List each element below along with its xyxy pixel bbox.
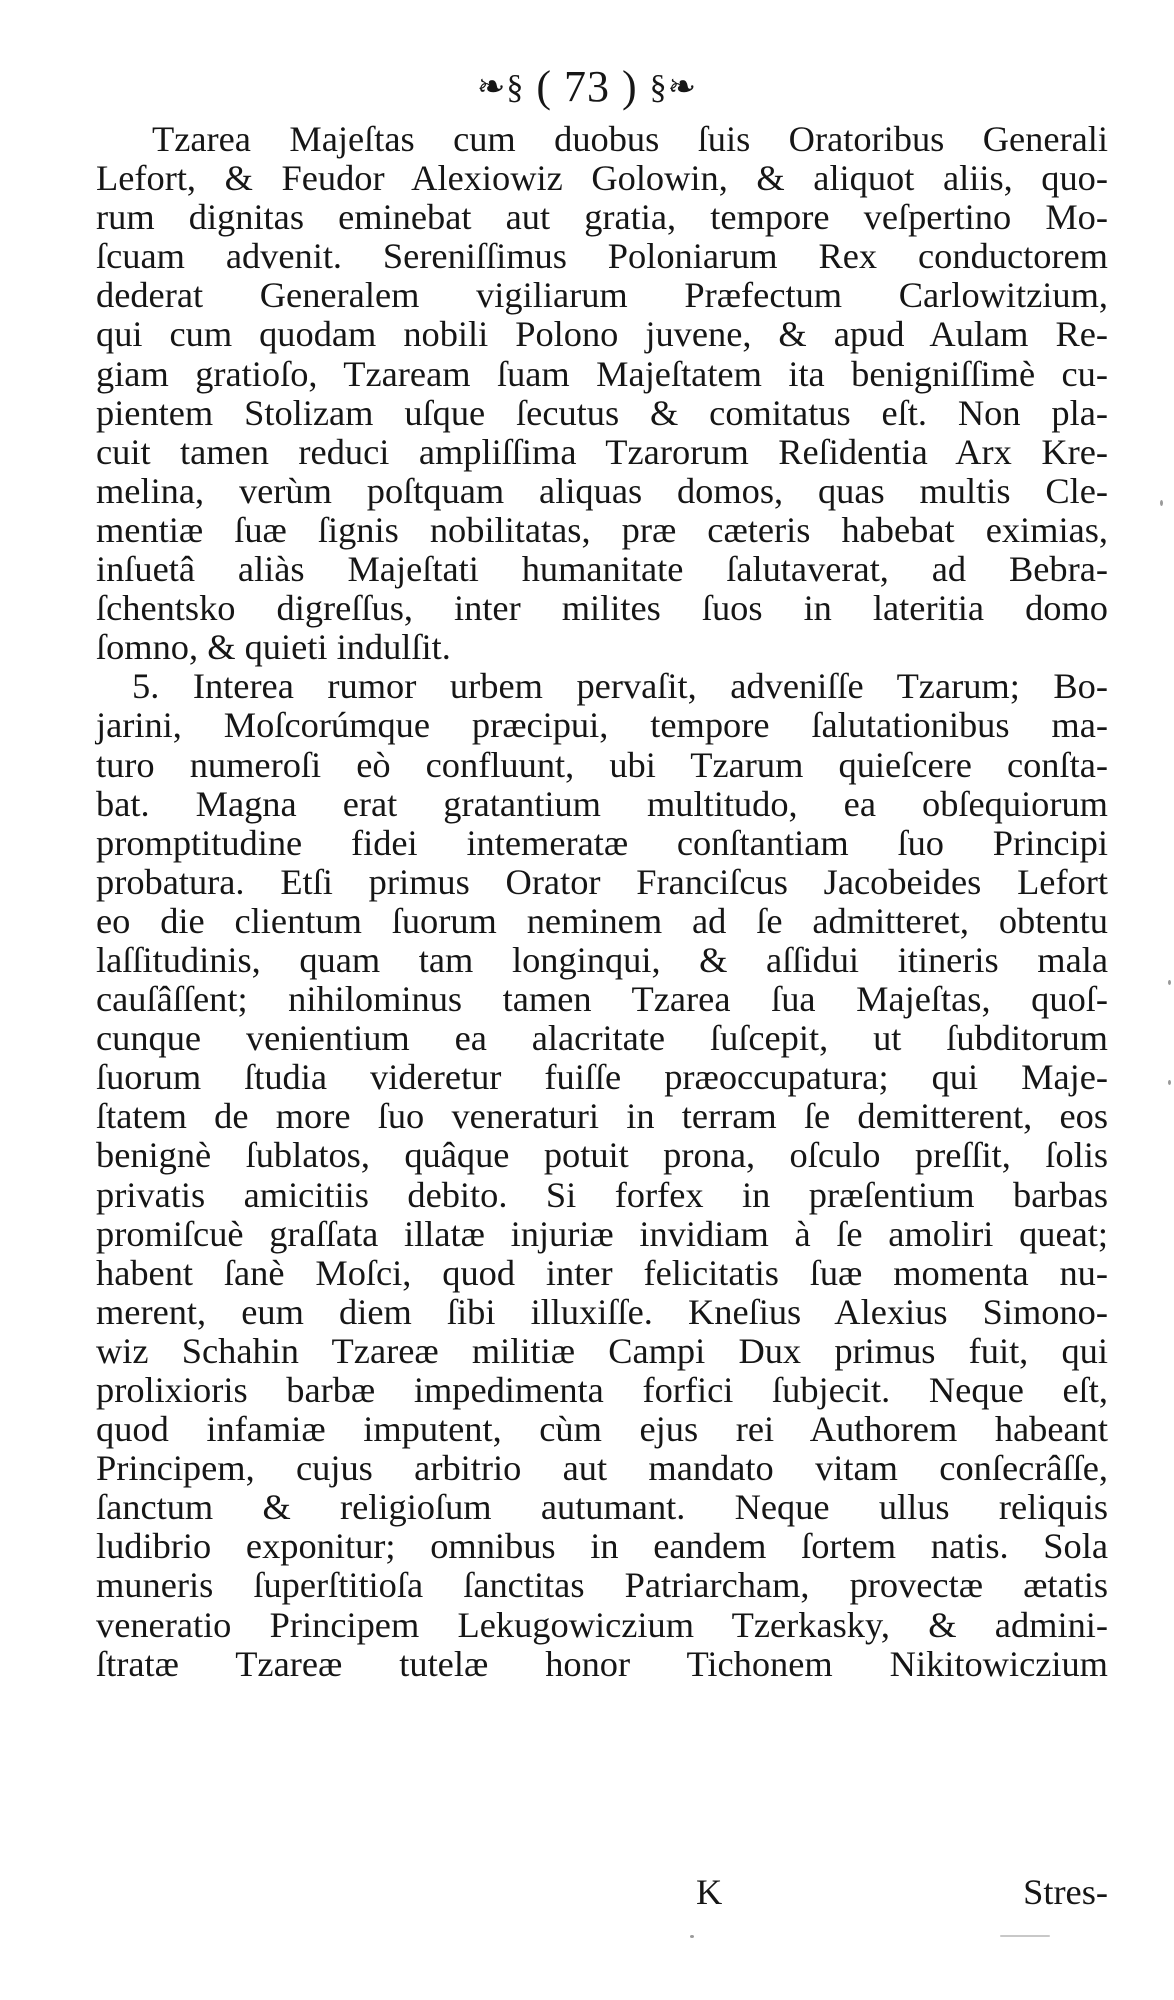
text-line: cuit tamen reduci ampliſſima Tzarorum Reſidentia Arx Kre- xyxy=(96,431,1108,472)
text-line: mentiæ ſuæ ſignis nobilitatas, præ cæteris habebat eximias, xyxy=(96,509,1108,550)
text-line: habent ſanè Moſci, quod inter felicitatis ſuæ momenta nu- xyxy=(96,1252,1108,1293)
text-line: promptitudine fidei intemeratæ conſtantiam ſuo Principi xyxy=(96,822,1108,863)
text-line: ſuorum ſtudia videretur fuiſſe præoccupatura; qui Maje- xyxy=(96,1057,1108,1098)
print-speck xyxy=(1168,1080,1171,1085)
page-footer xyxy=(96,1872,1108,1912)
text-line: prolixioris barbæ impedimenta forfici ſubjecit. Neque eſt, xyxy=(96,1370,1108,1410)
text-line: probatura. Etſi primus Orator Franciſcus Jacobeides Lefort xyxy=(96,861,1108,902)
text-line: jarini, Moſcorúmque præcipui, tempore ſalutationibus ma- xyxy=(96,705,1108,746)
text-line: quod infamiæ imputent, cùm ejus rei Authorem habeant xyxy=(96,1409,1108,1450)
text-line: bat. Magna erat gratantium multitudo, ea obſequiorum xyxy=(96,783,1108,824)
page-number: ( 73 ) xyxy=(536,62,638,111)
text-line: ſtatem de more ſuo veneraturi in terram ſe demitterent, eos xyxy=(96,1096,1108,1137)
print-speck xyxy=(1160,500,1163,506)
text-line: dederat Generalem vigiliarum Præfectum Carlowitzium, xyxy=(96,275,1108,316)
text-line: pientem Stolizam uſque ſecutus & comitatus eſt. Non pla- xyxy=(96,392,1108,433)
page-header xyxy=(0,62,1174,113)
text-line: turo numeroſi eò confluunt, ubi Tzarum quieſcere conſta- xyxy=(96,744,1108,785)
body-text xyxy=(96,120,1108,1684)
text-line: ſcuam advenit. Sereniſſimus Poloniarum Rex conductorem xyxy=(96,236,1108,277)
text-line: qui cum quodam nobili Polono juvene, & apud Aulam Re- xyxy=(96,314,1108,355)
text-line: Principem, cujus arbitrio aut mandato vitam conſecrâſſe, xyxy=(96,1448,1108,1489)
ornament-right-icon: §❧ xyxy=(649,69,698,106)
text-line: ſomno, & quieti indulſit. xyxy=(96,627,451,668)
text-line: rum dignitas eminebat aut gratia, tempore veſpertino Mo- xyxy=(96,197,1108,238)
text-line: muneris ſuperſtitioſa ſanctitas Patriarcham, provectæ ætatis xyxy=(96,1565,1108,1606)
text-line: ſanctum & religioſum autumant. Neque ullus reliquis xyxy=(96,1487,1108,1528)
text-line: laſſitudinis, quam tam longinqui, & aſſidui itineris mala xyxy=(96,939,1108,980)
text-line: 5. Interea rumor urbem pervaſit, adveniſſe Tzarum; Bo- xyxy=(132,666,1108,707)
text-line: merent, eum diem ſibi illuxiſſe. Kneſius Alexius Simono- xyxy=(96,1291,1108,1332)
text-line: promiſcuè graſſata illatæ injuriæ invidiam à ſe amoliri queat; xyxy=(96,1213,1108,1254)
text-line: cauſâſſent; nihilominus tamen Tzarea ſua Majeſtas, quoſ- xyxy=(96,979,1108,1020)
text-line: ludibrio exponitur; omnibus in eandem ſortem natis. Sola xyxy=(96,1526,1108,1567)
print-speck xyxy=(690,1935,694,1938)
text-line: ſtratæ Tzareæ tutelæ honor Tichonem Nikitowiczium xyxy=(96,1643,1108,1684)
text-line: privatis amicitiis debito. Si forfex in præſentium barbas xyxy=(96,1174,1108,1215)
text-line: ſchentsko digreſſus, inter milites ſuos in lateritia domo xyxy=(96,588,1108,629)
text-line: Lefort, & Feudor Alexiowiz Golowin, & aliquot aliis, quo- xyxy=(96,158,1108,199)
text-line: veneratio Principem Lekugowiczium Tzerkasky, & admini- xyxy=(96,1604,1108,1645)
print-speck xyxy=(1168,980,1171,985)
text-line: inſuetâ aliàs Majeſtati humanitate ſalutaverat, ad Bebra- xyxy=(96,549,1108,590)
text-line: cunque venientium ea alacritate ſuſcepit, ut ſubditorum xyxy=(96,1018,1108,1059)
text-line: melina, verùm poſtquam aliquas domos, quas multis Cle- xyxy=(96,470,1108,511)
print-speck xyxy=(1000,1935,1050,1937)
text-line: wiz Schahin Tzareæ militiæ Campi Dux primus fuit, qui xyxy=(96,1330,1108,1371)
text-line: giam gratioſo, Tzaream ſuam Majeſtatem ita benigniſſimè cu- xyxy=(96,353,1108,394)
signature-mark: K xyxy=(696,1872,723,1912)
catchword: Stres- xyxy=(1023,1872,1108,1912)
text-line: benignè ſublatos, quâque potuit prona, oſculo preſſit, ſolis xyxy=(96,1135,1108,1176)
text-line: eo die clientum ſuorum neminem ad ſe admitteret, obtentu xyxy=(96,900,1108,941)
ornament-left-icon: ❧§ xyxy=(476,69,525,106)
text-line: Tzarea Majeſtas cum duobus ſuis Oratoribus Generali xyxy=(152,119,1108,159)
